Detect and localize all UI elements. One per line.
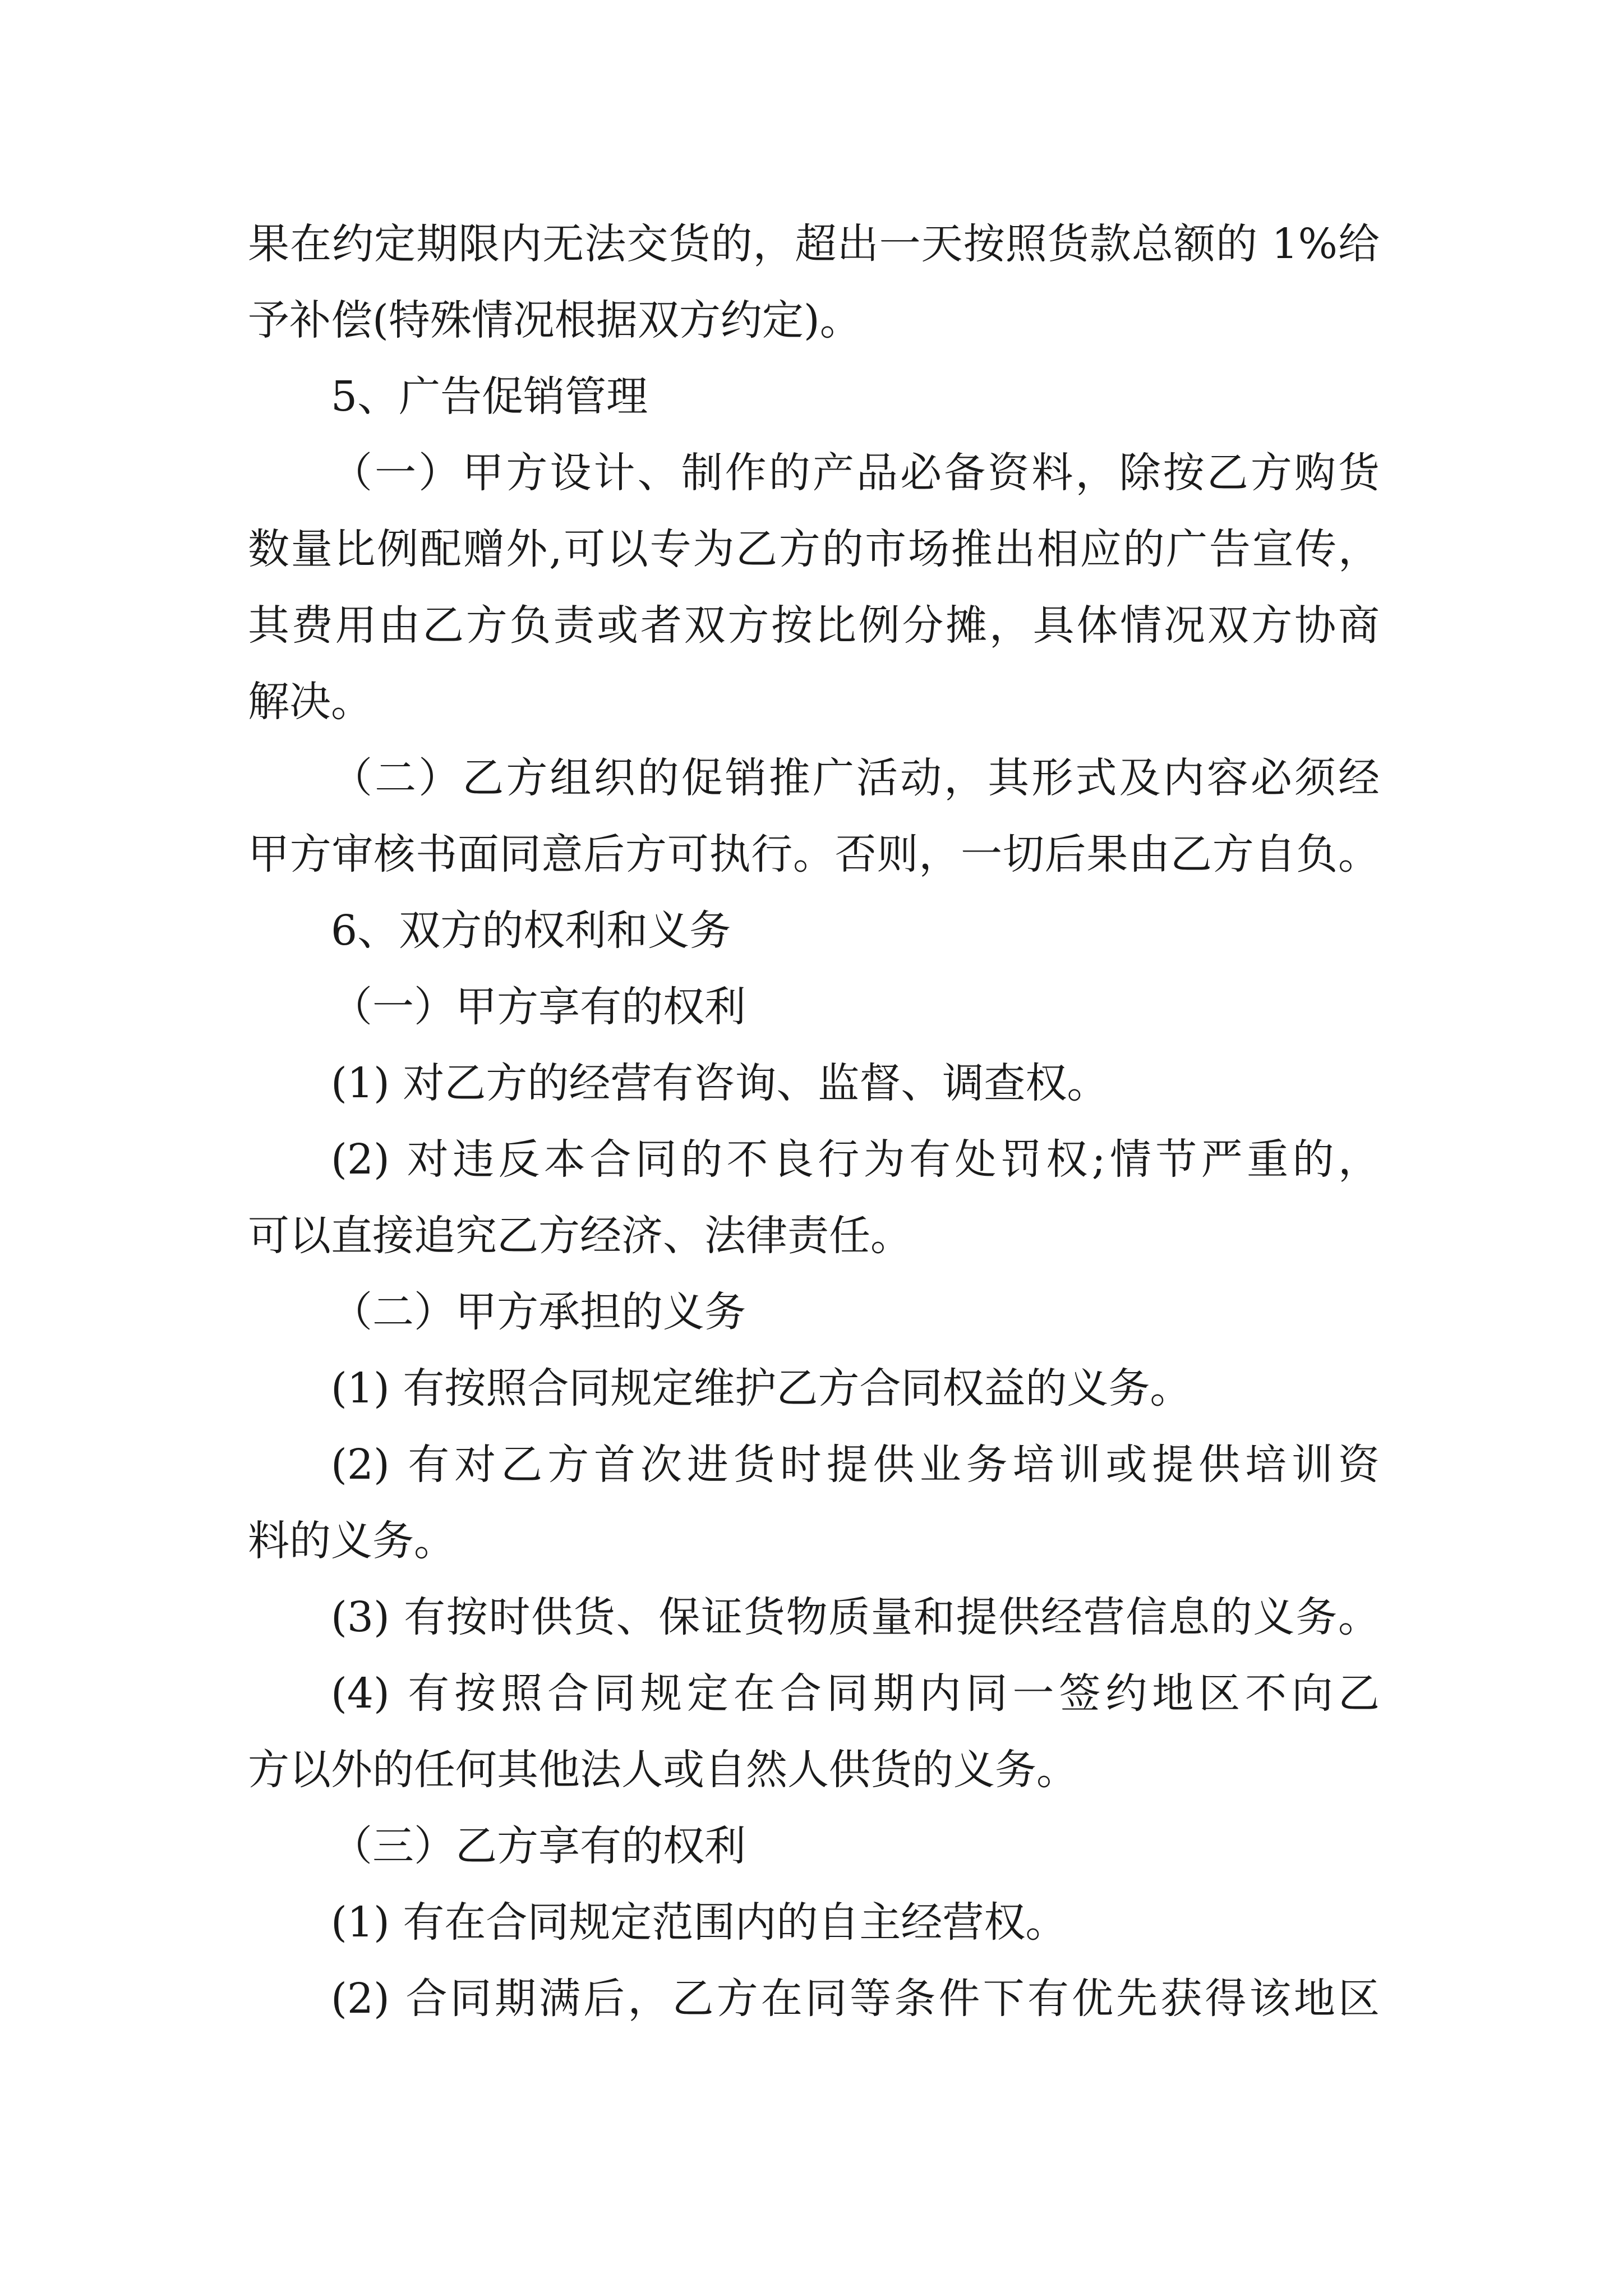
text-line: (2) 对违反本合同的不良行为有处罚权;情节严重的，: [331, 1135, 1380, 1184]
text-line: 数量比例配赠外,可以专为乙方的市场推出相应的广告宣传，: [248, 525, 1380, 573]
subsection-heading: （三）乙方享有的权利: [331, 1822, 746, 1870]
section-heading: 6、双方的权利和义务: [331, 907, 731, 955]
text-line: 其费用由乙方负责或者双方按比例分摊，具体情况双方协商: [248, 601, 1380, 650]
text-line: (1) 对乙方的经营有咨询、监督、调查权。: [331, 1059, 1109, 1107]
text-line: (2) 合同期满后，乙方在同等条件下有优先获得该地区: [331, 1975, 1380, 2023]
text-line: （二）乙方组织的促销推广活动，其形式及内容必须经: [331, 754, 1380, 802]
section-heading: 5、广告促销管理: [331, 372, 648, 421]
text-line: 可以直接追究乙方经济、法律责任。: [248, 1212, 912, 1260]
text-line: （一）甲方设计、制作的产品必备资料，除按乙方购货: [331, 449, 1380, 497]
text-line: (1) 有在合同规定范围内的自主经营权。: [331, 1898, 1067, 1947]
text-line: 解决。: [248, 678, 372, 726]
text-line: (3) 有按时供货、保证货物质量和提供经营信息的义务。: [331, 1593, 1380, 1641]
text-line: 甲方审核书面同意后方可执行。否则，一切后果由乙方自负。: [248, 830, 1380, 878]
text-line: 予补偿(特殊情况根据双方约定)。: [248, 296, 861, 344]
text-line: 料的义务。: [248, 1517, 455, 1565]
subsection-heading: （一）甲方享有的权利: [331, 983, 746, 1031]
text-line: (1) 有按照合同规定维护乙方合同权益的义务。: [331, 1364, 1192, 1412]
subsection-heading: （二）甲方承担的义务: [331, 1288, 746, 1336]
text-line: 果在约定期限内无法交货的，超出一天按照货款总额的 1%给: [248, 220, 1380, 268]
text-line: 方以外的任何其他法人或自然人供货的义务。: [248, 1746, 1078, 1794]
text-line: (4) 有按照合同规定在合同期内同一签约地区不向乙: [331, 1669, 1380, 1718]
text-line: (2) 有对乙方首次进货时提供业务培训或提供培训资: [331, 1441, 1380, 1489]
